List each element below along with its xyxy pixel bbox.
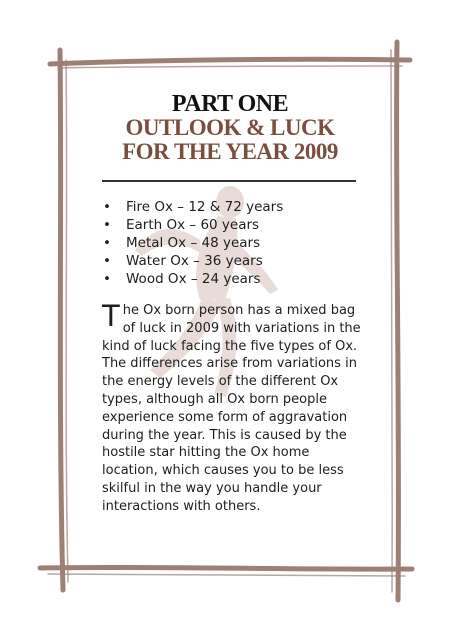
heading-part-one: PART ONE: [171, 91, 289, 117]
heading-year: FOR THE YEAR 2009: [122, 139, 338, 164]
list-item: • Wood Ox – 24 years: [103, 271, 261, 287]
bullet-icon: •: [103, 235, 111, 251]
bullet-icon: •: [103, 217, 111, 233]
list-item: • Metal Ox – 48 years: [103, 235, 261, 251]
list-item: • Water Ox – 36 years: [103, 253, 263, 269]
bullet-icon: •: [103, 271, 111, 287]
ox-types-list: [100, 198, 283, 288]
paragraph-text: he Ox born person has a mixed bag of luck in 2009 with variations in the kind of luck facing the five types of Ox. The differences arise from variations in the energy levels of the different Ox types, although all Ox born people experience some form of aggravation during the year. This is caused by the hostile star hitting the Ox home location, which causes you to be less skilful in the way you handle your interactions with others.: [102, 303, 361, 514]
bullet-icon: •: [103, 199, 111, 215]
chapter-heading: [90, 92, 370, 164]
heading-divider: [102, 180, 356, 182]
heading-outlook-luck: OUTLOOK & LUCK: [125, 115, 335, 140]
list-item: • Fire Ox – 12 & 72 years: [103, 199, 284, 215]
body-paragraph: [102, 299, 364, 516]
bullet-icon: •: [103, 253, 111, 269]
drop-cap: T: [102, 299, 120, 333]
list-item: • Earth Ox – 60 years: [103, 217, 260, 233]
